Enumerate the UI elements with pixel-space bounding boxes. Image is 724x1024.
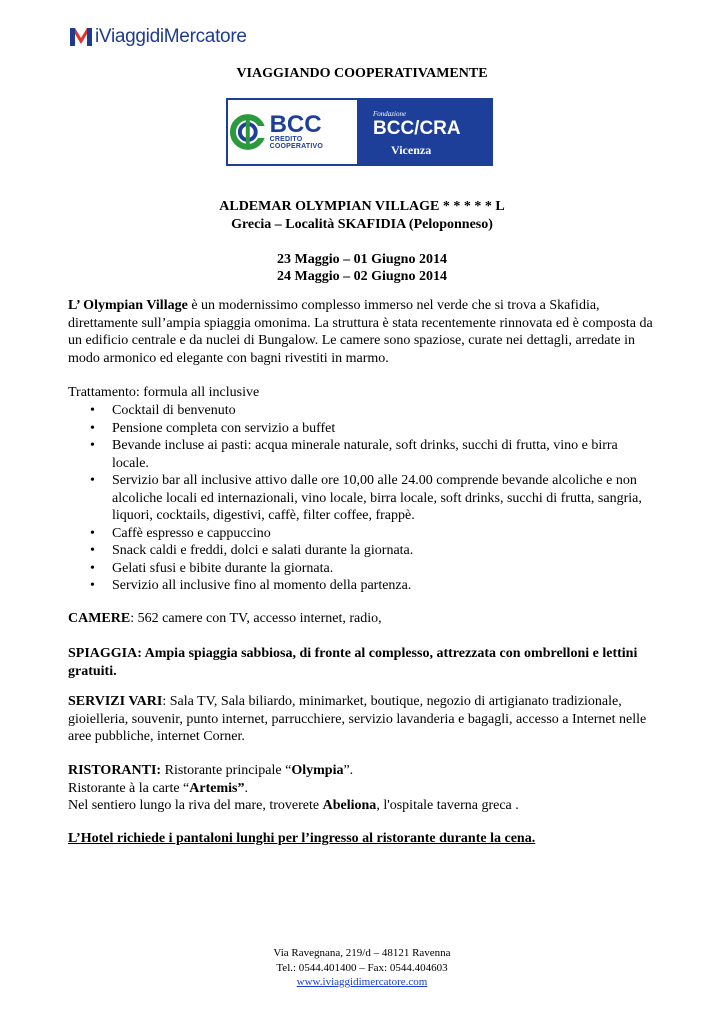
ristoranti-line3-post: , l'ospitale taverna greca .	[376, 798, 519, 813]
fondazione-label: Fondazione	[373, 110, 407, 118]
camere-text: : 562 camere con TV, accesso internet, radio,	[130, 611, 382, 626]
list-item: • Servizio bar all inclusive attivo dalle ore 10,00 alle 24.00 comprende bevande alcoliche e non alcoliche locali ed internazionali, vino locale, birra locale, soft drinks, succhi di frutta, sangria, liquori, cocktails, digestivi, caffè, filter coffee, frappè.	[68, 472, 658, 525]
bcc-logo	[228, 100, 357, 164]
ristorante-olympia: Olympia	[291, 763, 344, 778]
ristoranti-label: RISTORANTI:	[68, 763, 162, 778]
date-range-2: 24 Maggio – 02 Giugno 2014	[277, 269, 447, 284]
ristoranti-line-2	[68, 780, 658, 798]
vicenza-label: Vicenza	[391, 143, 432, 157]
bcc-word: BCC	[269, 111, 322, 138]
hotel-name: ALDEMAR OLYMPIAN VILLAGE * * * * * L	[219, 199, 505, 214]
website-link[interactable]: www.iviaggidimercatore.com	[296, 976, 428, 988]
ristoranti-line1-pre: Ristorante principale “	[161, 763, 292, 778]
list-item: • Bevande incluse ai pasti: acqua minerale naturale, soft drinks, succhi di frutta, vino e birra locale.	[68, 437, 658, 472]
bcc-emblem-icon	[228, 112, 268, 152]
ristoranti-section	[68, 762, 658, 815]
ristoranti-line2-post: .	[244, 780, 248, 796]
intro-paragraph	[68, 297, 658, 367]
mercatore-logo-icon	[70, 26, 92, 48]
ristoranti-line-3	[68, 797, 658, 815]
servizi-label: SERVIZI VARI	[68, 694, 163, 709]
camere-section	[68, 610, 658, 628]
list-item: • Gelati sfusi e bibite durante la giornata.	[68, 560, 658, 578]
dress-code-notice: L’Hotel richiede i pantaloni lunghi per l’ingresso al ristorante durante la cena.	[68, 831, 536, 846]
ristoranti-line1-post: ”.	[343, 763, 354, 778]
taverna-abeliona: Abeliona	[322, 798, 377, 813]
ristorante-artemis: Artemis”	[189, 780, 245, 796]
list-item: • Cocktail di benvenuto	[68, 402, 658, 420]
fondazione-logo	[357, 100, 491, 164]
servizi-text: : Sala TV, Sala biliardo, minimarket, boutique, negozio di artigianato tradizionale, gioielleria, souvenir, punto internet, parrucchiere, servizio lavanderia e bagagli, accesso a Internet nelle aree pubbliche, internet Corner.	[68, 694, 647, 744]
treatment-label: Trattamento: formula all inclusive	[68, 385, 260, 400]
logo-text: iViaggidiMercatore	[95, 26, 247, 47]
bcc-cra-label: BCC/CRA	[373, 118, 461, 139]
page-title: VIAGGIANDO COOPERATIVAMENTE	[236, 66, 488, 81]
list-item: • Pensione completa con servizio a buffet	[68, 420, 658, 438]
hotel-location: Grecia – Località SKAFIDIA (Peloponneso)	[231, 217, 493, 232]
footer-website-wrap	[0, 975, 724, 989]
ristoranti-line3-pre: Nel sentiero lungo la riva del mare, troverete	[68, 798, 323, 813]
ristoranti-line2-pre: Ristorante à la carte “	[68, 780, 190, 796]
list-item: • Snack caldi e freddi, dolci e salati durante la giornata.	[68, 542, 658, 560]
intro-bold: L’ Olympian Village	[68, 298, 188, 313]
company-logo	[70, 26, 247, 48]
servizi-section	[68, 693, 658, 746]
sponsor-banner	[226, 98, 493, 166]
treatment-list	[68, 402, 658, 595]
footer-phone: Tel.: 0544.401400 – Fax: 0544.404603	[276, 962, 448, 974]
intro-text: è un modernissimo complesso immerso nel verde che si trova a Skafidia, direttamente sull’ampia spiaggia omonima. La struttura è stata recentemente rinnovata ed è composta da un edificio centrale e da nuclei di Bungalow. Le camere sono spaziose, curate nei dettagli, arredate in modo armonico ed elegante con bagni rivestiti in marmo.	[68, 298, 653, 366]
camere-label: CAMERE	[68, 611, 131, 626]
list-item: • Servizio all inclusive fino al momento della partenza.	[68, 577, 658, 595]
list-item: • Caffè espresso e cappuccino	[68, 525, 658, 543]
ristoranti-line-1	[68, 762, 658, 780]
date-range-1: 23 Maggio – 01 Giugno 2014	[277, 252, 447, 267]
spiaggia-section: SPIAGGIA: Ampia spiaggia sabbiosa, di fronte al complesso, attrezzata con ombrelloni e lettini gratuiti.	[68, 646, 638, 679]
bcc-subtitle: CREDITO COOPERATIVO	[269, 136, 324, 150]
footer-address: Via Ravegnana, 219/d – 48121 Ravenna	[273, 947, 451, 959]
